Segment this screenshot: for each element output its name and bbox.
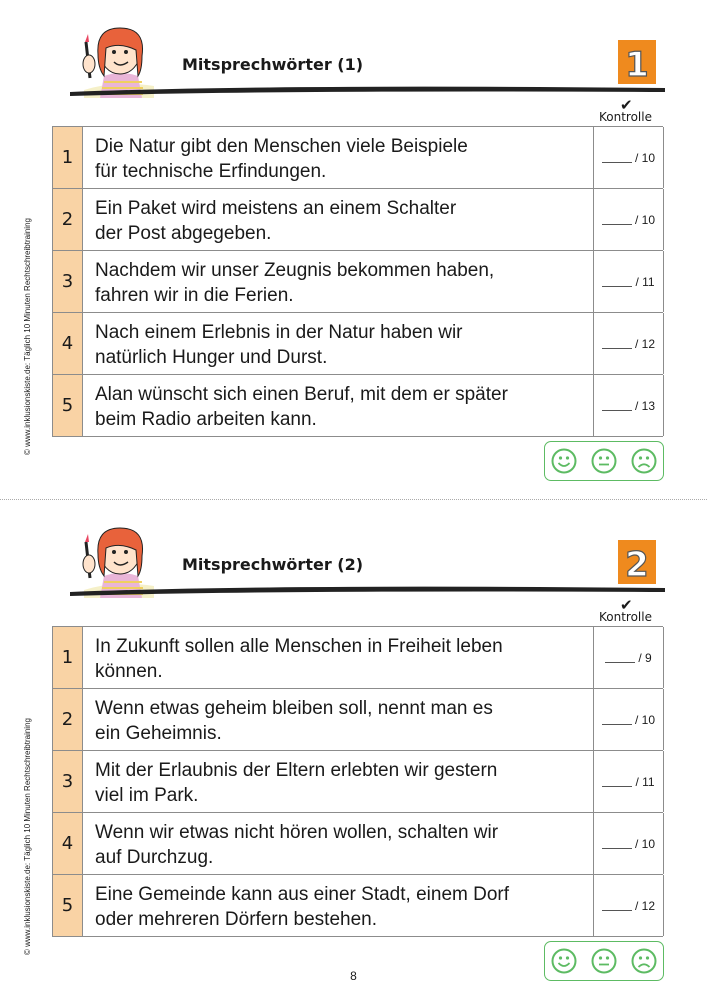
score-max: / 12	[634, 336, 655, 351]
table-row	[52, 627, 663, 689]
svg-text:2: 2	[625, 545, 649, 584]
kontrolle-label: Kontrolle	[599, 610, 652, 624]
row-sentence: Alan wünscht sich einen Beruf, mit dem er später beim Radio arbeiten kann.	[95, 384, 508, 430]
self-assessment-faces	[544, 441, 664, 481]
score-field[interactable]	[593, 313, 664, 374]
row-sentence: Mit der Erlaubnis der Eltern erlebten wir gestern viel im Park.	[95, 760, 498, 806]
table-row	[52, 189, 663, 251]
exercise-number-badge	[618, 540, 656, 584]
score-field[interactable]	[593, 813, 664, 874]
score-max: / 12	[634, 898, 655, 913]
score-max: / 9	[638, 650, 652, 665]
title-underline	[70, 578, 665, 600]
check-mark: ✔	[620, 596, 633, 614]
row-sentence: Nachdem wir unser Zeugnis bekommen haben, fahren wir in die Ferien.	[95, 260, 495, 306]
row-number: 2	[52, 189, 83, 250]
row-sentence: Eine Gemeinde kann aus einer Stadt, einem Dorf oder mehreren Dörfern bestehen.	[95, 884, 510, 930]
table-row	[52, 313, 663, 375]
row-number: 2	[52, 689, 83, 750]
row-sentence: Die Natur gibt den Menschen viele Beispiele für technische Erfindungen.	[95, 136, 468, 182]
score-field[interactable]	[593, 875, 664, 936]
score-field[interactable]	[593, 751, 664, 812]
exercise-card-2	[0, 500, 707, 1000]
neutral-face-icon[interactable]	[591, 448, 617, 474]
score-max: / 11	[635, 274, 655, 289]
score-max: / 10	[634, 836, 655, 851]
row-number: 4	[52, 313, 83, 374]
row-sentence: Wenn wir etwas nicht hören wollen, schalten wir auf Durchzug.	[95, 822, 499, 868]
table-row	[52, 689, 663, 751]
score-max: / 10	[634, 712, 655, 727]
row-number: 4	[52, 813, 83, 874]
score-field[interactable]	[593, 375, 664, 436]
table-row	[52, 875, 663, 937]
score-max: / 10	[634, 212, 655, 227]
svg-text:1: 1	[625, 45, 649, 84]
copyright-note: © www.inklusionskiste.de: Täglich 10 Minuten Rechtschreibtraining	[23, 218, 32, 455]
table-row	[52, 751, 663, 813]
row-number: 5	[52, 875, 83, 936]
row-sentence: In Zukunft sollen alle Menschen in Freiheit leben können.	[95, 636, 503, 682]
row-sentence: Ein Paket wird meistens an einem Schalter der Post abgegeben.	[95, 198, 457, 244]
title-underline	[70, 78, 665, 100]
sad-face-icon[interactable]	[631, 448, 657, 474]
happy-face-icon[interactable]	[551, 448, 577, 474]
row-number: 5	[52, 375, 83, 436]
score-field[interactable]	[593, 251, 664, 312]
exercise-number-badge	[618, 40, 656, 84]
table-row	[52, 251, 663, 313]
check-mark: ✔	[620, 96, 633, 114]
sentence-table	[52, 126, 663, 437]
card-title: Mitsprechwörter (2)	[182, 555, 364, 574]
row-sentence: Wenn etwas geheim bleiben soll, nennt man es ein Geheimnis.	[95, 698, 493, 744]
page-number: 8	[350, 969, 357, 983]
score-field[interactable]	[593, 127, 664, 188]
row-number: 3	[52, 751, 83, 812]
copyright-note: © www.inklusionskiste.de: Täglich 10 Minuten Rechtschreibtraining	[23, 718, 32, 955]
score-max: / 10	[634, 150, 655, 165]
score-field[interactable]	[593, 689, 664, 750]
row-number: 1	[52, 627, 83, 688]
sentence-table	[52, 626, 663, 937]
score-max: / 11	[635, 774, 655, 789]
row-sentence: Nach einem Erlebnis in der Natur haben wir natürlich Hunger und Durst.	[95, 322, 463, 368]
row-number: 3	[52, 251, 83, 312]
table-row	[52, 375, 663, 437]
kontrolle-label: Kontrolle	[599, 110, 652, 124]
table-row	[52, 813, 663, 875]
score-field[interactable]	[593, 627, 664, 688]
score-max: / 13	[634, 398, 655, 413]
card-title: Mitsprechwörter (1)	[182, 55, 364, 74]
row-number: 1	[52, 127, 83, 188]
table-row	[52, 127, 663, 189]
score-field[interactable]	[593, 189, 664, 250]
